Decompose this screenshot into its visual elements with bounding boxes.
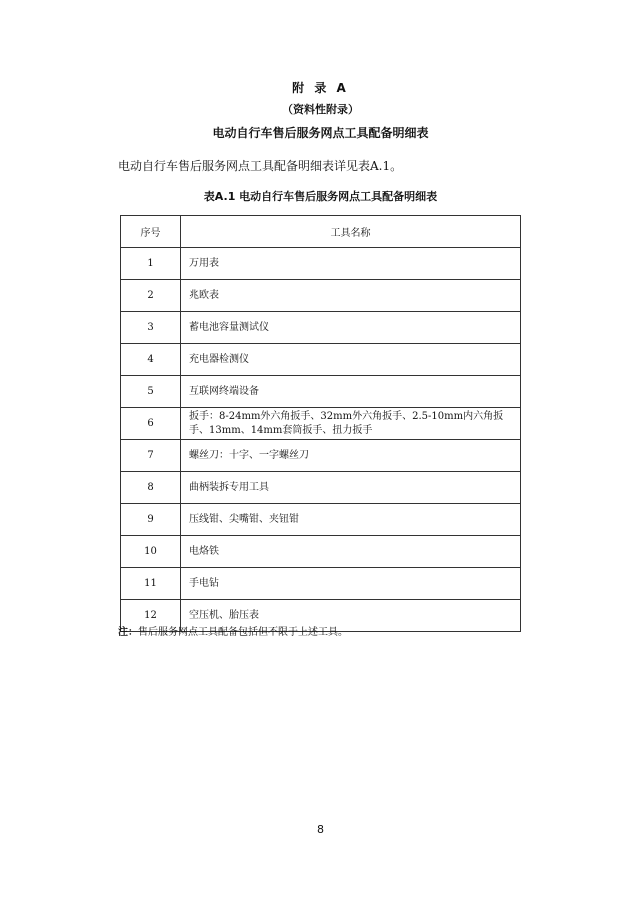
row-number: 11: [121, 568, 181, 600]
tool-name: 螺丝刀：十字、一字螺丝刀: [181, 440, 521, 472]
table-row: [121, 536, 521, 568]
tool-name: 空压机、胎压表: [181, 600, 521, 632]
row-number: 7: [121, 440, 181, 472]
table-row: [121, 568, 521, 600]
table-row: [121, 504, 521, 536]
row-number: 6: [121, 408, 181, 440]
row-number: 8: [121, 472, 181, 504]
tool-name: 曲柄装拆专用工具: [181, 472, 521, 504]
appendix-heading: 电动自行车售后服务网点工具配备明细表: [212, 126, 429, 140]
tool-name: 蓄电池容量测试仪: [181, 312, 521, 344]
tool-name: 扳手：8-24mm外六角扳手、32mm外六角扳手、2.5-10mm内六角扳手、13mm、14mm套筒扳手、扭力扳手: [181, 408, 521, 440]
tools-table: [120, 215, 521, 632]
page-number: 8: [317, 823, 324, 836]
table-row: [121, 248, 521, 280]
row-number: 12: [121, 600, 181, 632]
table-row: [121, 376, 521, 408]
row-number: 5: [121, 376, 181, 408]
table-row: [121, 312, 521, 344]
appendix-title: 附 录 A: [292, 81, 349, 95]
tool-name: 万用表: [181, 248, 521, 280]
appendix-type: （资料性附录）: [282, 103, 359, 116]
note-label: 注：: [118, 627, 138, 638]
column-header-tool-name: 工具名称: [181, 216, 521, 248]
table-note: [118, 623, 348, 638]
table-row: [121, 408, 521, 440]
row-number: 4: [121, 344, 181, 376]
tool-name: 电烙铁: [181, 536, 521, 568]
table-row: [121, 280, 521, 312]
intro-paragraph: 电动自行车售后服务网点工具配备明细表详见表A.1。: [118, 159, 403, 173]
table-row: [121, 440, 521, 472]
table-row: [121, 472, 521, 504]
tool-name: 压线钳、尖嘴钳、夹钮钳: [181, 504, 521, 536]
note-text: 售后服务网点工具配备包括但不限于上述工具。: [138, 627, 348, 638]
table-row: [121, 344, 521, 376]
tool-name: 手电钻: [181, 568, 521, 600]
table-header-row: [121, 216, 521, 248]
column-header-number: 序号: [121, 216, 181, 248]
tool-name: 兆欧表: [181, 280, 521, 312]
row-number: 1: [121, 248, 181, 280]
tool-name: 充电器检测仪: [181, 344, 521, 376]
row-number: 2: [121, 280, 181, 312]
tool-name: 互联网终端设备: [181, 376, 521, 408]
row-number: 3: [121, 312, 181, 344]
row-number: 9: [121, 504, 181, 536]
table-caption: 表A.1 电动自行车售后服务网点工具配备明细表: [203, 190, 438, 203]
row-number: 10: [121, 536, 181, 568]
